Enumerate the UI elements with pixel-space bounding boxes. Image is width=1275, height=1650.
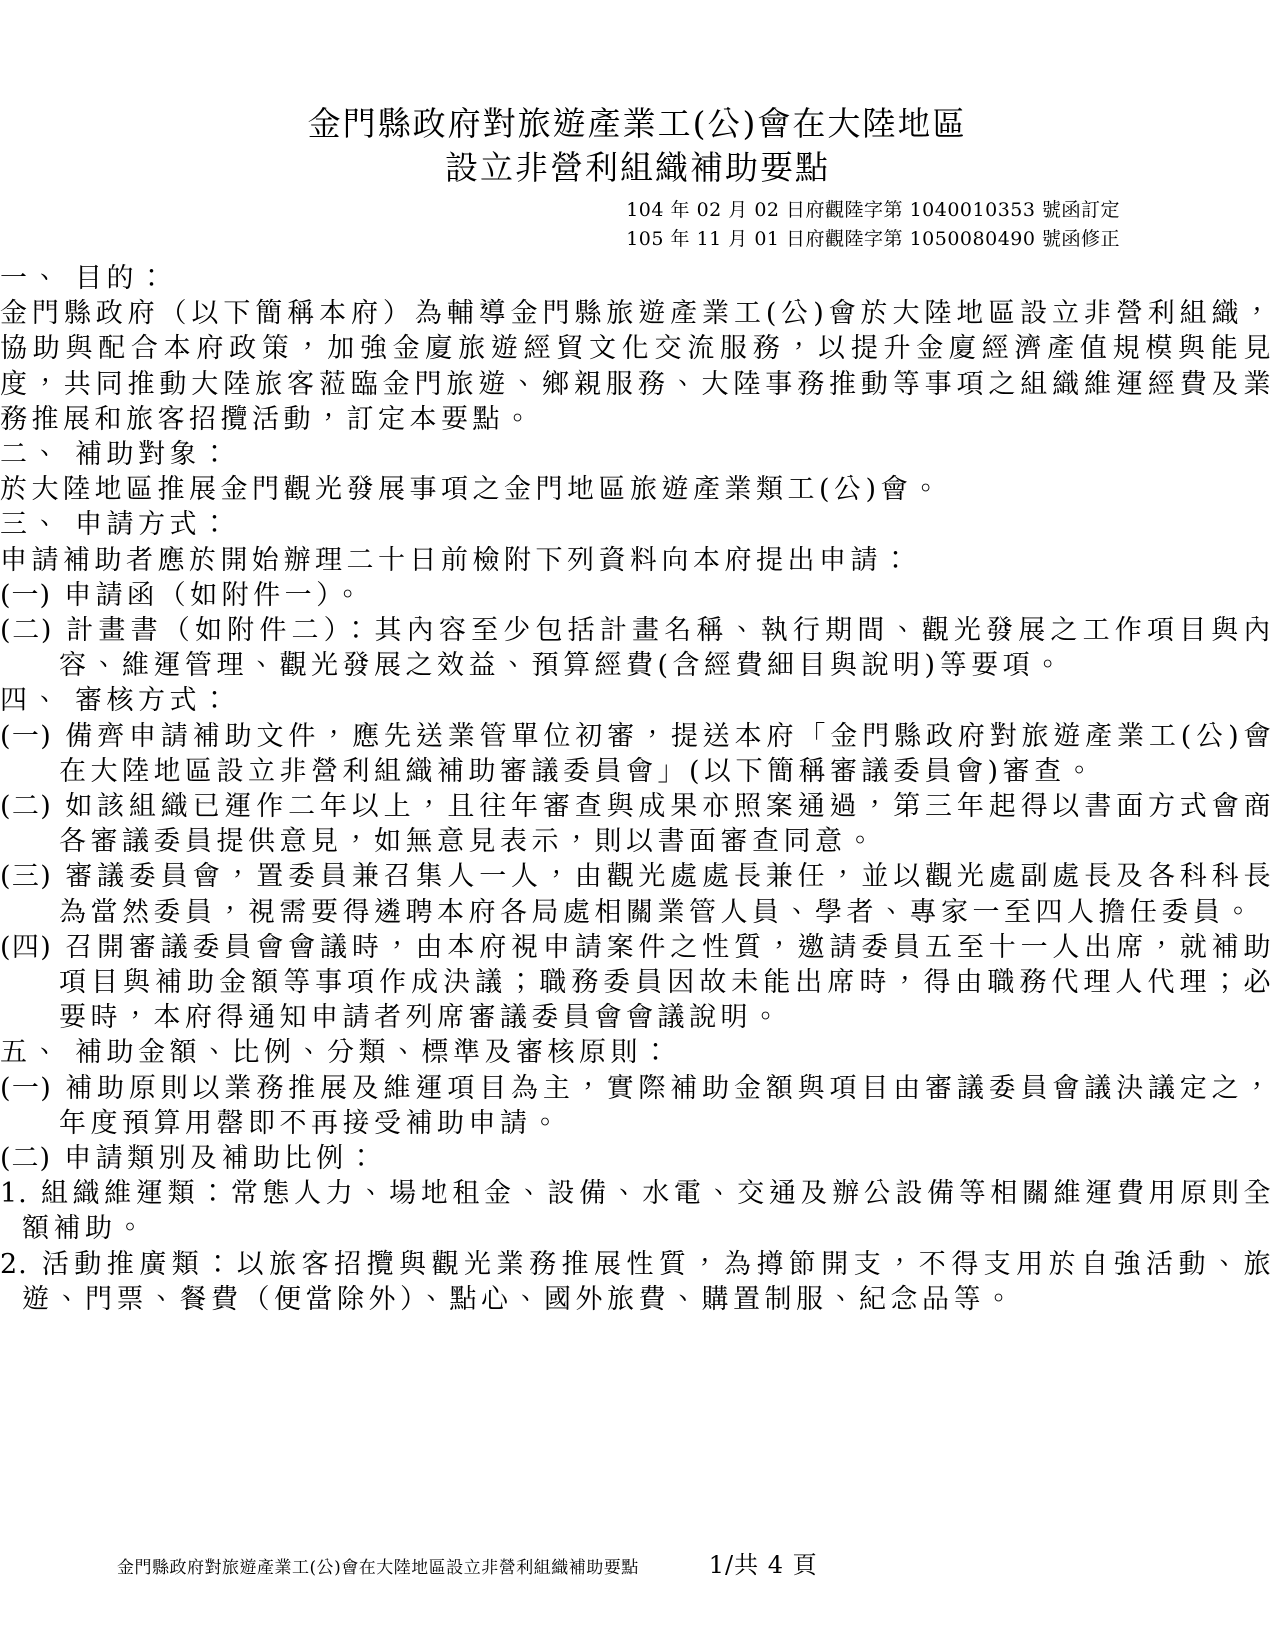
- revision-history: [0, 196, 1120, 254]
- footer-page-indicator: 1/共 4 頁: [708, 1551, 818, 1579]
- document-title-line-2: 設立非營利組織補助要點: [445, 148, 830, 187]
- section-paragraph: 金門縣政府（以下簡稱本府）為輔導金門縣旅遊產業工(公)會於大陸地區設立非營利組織，協助與配合本府政策，加強金廈旅遊經貿文化交流服務，以提升金廈經濟產值規模與能見度，共同推動大陸旅客蒞臨金門旅遊、鄉親服務、大陸事務推動等事項之組織維運經費及業務推展和旅客招攬活動，訂定本要點。: [0, 298, 1275, 435]
- section-heading-text: 審核方式：: [75, 685, 233, 717]
- section-heading: [0, 1035, 1275, 1070]
- numbered-item-marker: 2.: [0, 1248, 28, 1280]
- section: [0, 507, 1275, 683]
- footer-doc-title: 金門縣政府對旅遊產業工(公)會在大陸地區設立非營利組織補助要點: [117, 1558, 639, 1578]
- section-heading: [0, 507, 1275, 542]
- section-number: 五、: [0, 1037, 63, 1069]
- section-paragraph: 申請補助者應於開始辦理二十日前檢附下列資料向本府提出申請：: [0, 544, 914, 576]
- revision-line-amended: 105 年 11 月 01 日府觀陸字第 1050080490 號函修正: [626, 228, 1120, 250]
- sub-item-marker: (四): [0, 931, 52, 963]
- section-paragraph: 於大陸地區推展金門觀光發展事項之金門地區旅遊產業類工(公)會。: [0, 474, 944, 506]
- section-number: 四、: [0, 685, 63, 717]
- sub-item: (一) 備齊申請補助文件，應先送業管單位初審，提送本府「金門縣政府對旅遊產業工(公)會在大陸地區設立非營利組織補助審議委員會」(以下簡稱審議委員會)審查。: [0, 720, 1275, 787]
- section-number: 一、: [0, 263, 63, 294]
- sub-item-marker: (二): [0, 615, 53, 647]
- sub-item: (四) 召開審議委員會會議時，由本府視申請案件之性質，邀請委員五至十一人出席，就補助項目與補助金額等事項作成決議；職務委員因故未能出席時，得由職務代理人代理；必要時，本府得通知申請者列席審議委員會會議說明。: [0, 931, 1275, 1034]
- section: [0, 437, 1275, 507]
- numbered-item: 2. 活動推廣類：以旅客招攬與觀光業務推展性質，為撙節開支，不得支用於自強活動、旅遊、門票、餐費（便當除外）、點心、國外旅費、購置制服、紀念品等。: [0, 1248, 1275, 1315]
- section-heading-text: 申請方式：: [75, 509, 233, 541]
- section: [0, 261, 1275, 437]
- section-number: 三、: [0, 509, 63, 541]
- numbered-item: 1. 組織維運類：常態人力、場地租金、設備、水電、交通及辦公設備等相關維運費用原則全額補助。: [0, 1178, 1275, 1245]
- sub-item-marker: (二): [0, 1143, 52, 1175]
- section-number: 二、: [0, 439, 63, 471]
- section-heading-text: 補助對象：: [75, 439, 233, 471]
- sub-item: (二) 如該組織已運作二年以上，且往年審查與成果亦照案通過，第三年起得以書面方式會商各審議委員提供意見，如無意見表示，則以書面審查同意。: [0, 791, 1275, 858]
- page-footer: [117, 1545, 818, 1580]
- sub-item-marker: (二): [0, 791, 52, 823]
- section: [0, 683, 1275, 1035]
- sub-item-marker: (三): [0, 861, 52, 893]
- section-heading: [0, 683, 1275, 718]
- numbered-item-marker: 1.: [0, 1178, 28, 1210]
- section-heading-text: 補助金額、比例、分類、標準及審核原則：: [75, 1037, 674, 1069]
- sub-item: (二) 申請類別及補助比例：: [0, 1143, 380, 1175]
- revision-line-enacted: 104 年 02 月 02 日府觀陸字第 1040010353 號函訂定: [626, 199, 1120, 221]
- section-heading: [0, 437, 1275, 472]
- document-body: [0, 261, 1275, 1317]
- document-title-line-1: 金門縣政府對旅遊產業工(公)會在大陸地區: [307, 104, 968, 143]
- sub-item: (二) 計畫書（如附件二）：其內容至少包括計畫名稱、執行期間、觀光發展之工作項目與內容、維運管理、觀光發展之效益、預算經費(含經費細目與說明)等要項。: [0, 615, 1275, 682]
- sub-item: (一) 補助原則以業務推展及維運項目為主，實際補助金額與項目由審議委員會議決議定之，年度預算用罄即不再接受補助申請。: [0, 1072, 1275, 1139]
- sub-item-marker: (一): [0, 1072, 52, 1104]
- document-title: [0, 0, 1275, 190]
- sub-item: (一) 申請函（如附件一）。: [0, 579, 366, 611]
- sub-item-marker: (一): [0, 579, 52, 611]
- sub-item: (三) 審議委員會，置委員兼召集人一人，由觀光處處長兼任，並以觀光處副處長及各科科長為當然委員，視需要得遴聘本府各局處相關業管人員、學者、專家一至四人擔任委員。: [0, 861, 1275, 928]
- section-heading-text: 目的：: [75, 263, 170, 294]
- section-heading: [0, 261, 1275, 296]
- sub-item-marker: (一): [0, 720, 52, 752]
- section: [0, 1035, 1275, 1317]
